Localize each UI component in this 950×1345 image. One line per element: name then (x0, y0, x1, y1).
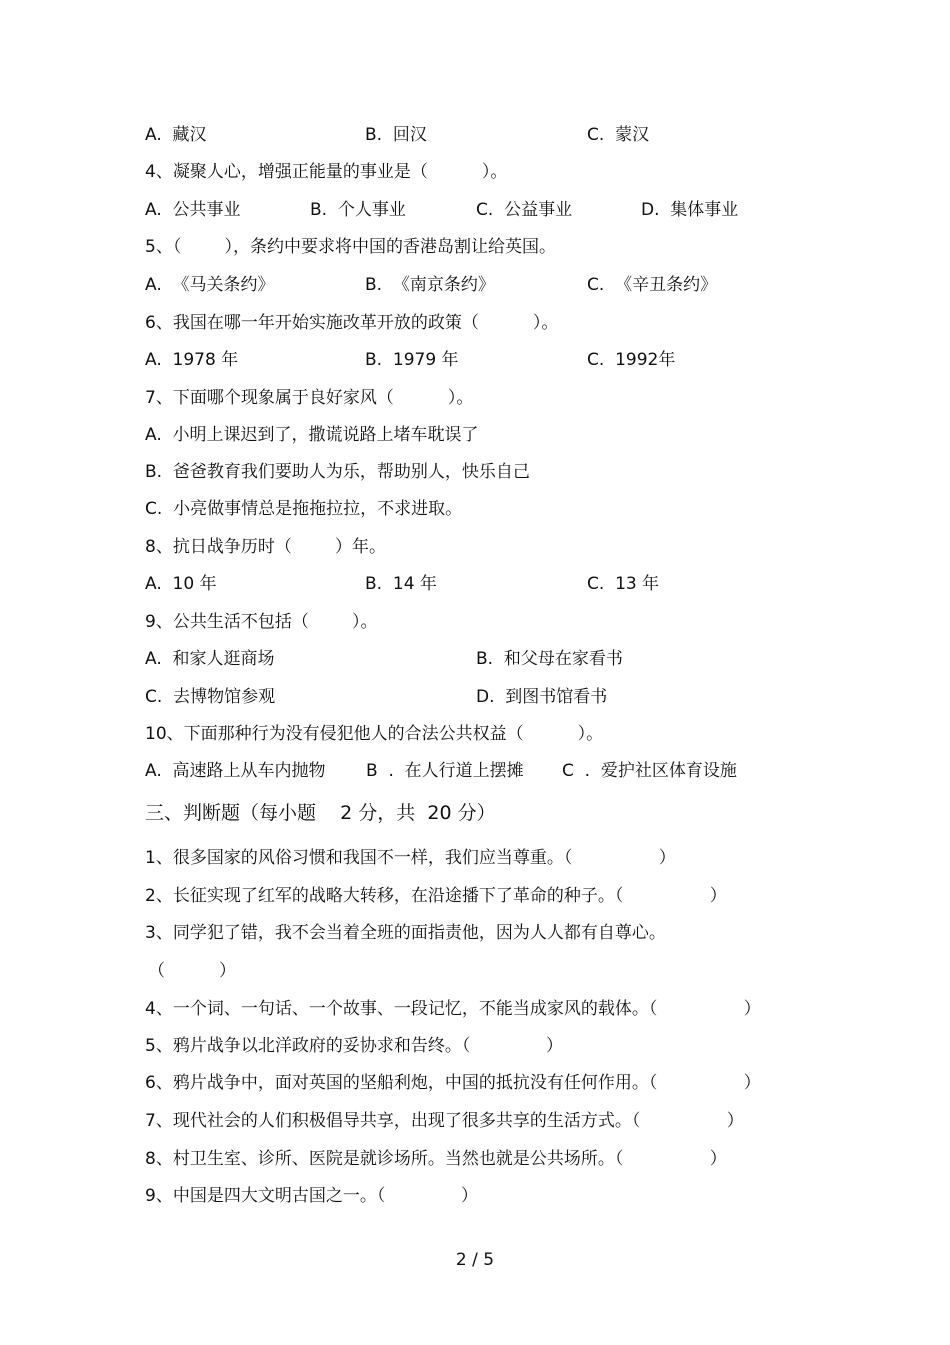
page-number: 2 / 5 (455, 1250, 495, 1270)
text-line: 5、鸦片战争以北洋政府的妥协求和告终。（ ） (145, 1036, 563, 1056)
text-line: A. 和家人逛商场 (145, 649, 275, 669)
text-line: 1、很多国家的风俗习惯和我国不一样，我们应当尊重。（ ） (145, 848, 676, 868)
text-line: （ ） (148, 961, 237, 981)
text-line: B . 在人行道上摆摊 (366, 761, 524, 781)
text-line: 9、公共生活不包括（ ）。 (145, 612, 378, 632)
text-line: A. 10 年 (145, 574, 217, 594)
text-line: C. 去博物馆参观 (145, 687, 276, 707)
text-line: A. 《马关条约》 (145, 275, 275, 295)
text-line: 3、同学犯了错，我不会当着全班的面指责他，因为人人都有自尊心。 (145, 923, 666, 943)
text-line: 7、现代社会的人们积极倡导共享，出现了很多共享的生活方式。（ ） (145, 1111, 744, 1131)
text-line: C. 小亮做事情总是拖拖拉拉，不求进取。 (145, 499, 463, 519)
text-line: 7、下面哪个现象属于良好家风（ ）。 (145, 388, 474, 408)
text-line: 10、下面那种行为没有侵犯他人的合法公共权益（ ）。 (145, 724, 604, 744)
text-line: A. 公共事业 (145, 200, 241, 220)
text-line: C. 1992年 (587, 350, 676, 370)
section-heading: 三、判断题（每小题 2 分，共 20 分） (145, 802, 496, 824)
text-line: 4、凝聚人心，增强正能量的事业是（ ）。 (145, 162, 508, 182)
text-line: C. 13 年 (587, 574, 660, 594)
text-line: 6、鸦片战争中，面对英国的坚船利炮，中国的抵抗没有任何作用。（ ） (145, 1073, 761, 1093)
text-line: B. 回汉 (365, 125, 427, 145)
text-line: A. 高速路上从车内抛物 (145, 761, 326, 781)
text-line: A. 1978 年 (145, 350, 239, 370)
text-line: A. 小明上课迟到了，撒谎说路上堵车耽误了 (145, 425, 479, 445)
text-line: C. 公益事业 (476, 200, 573, 220)
text-line: 2、长征实现了红军的战略大转移，在沿途播下了革命的种子。（ ） (145, 886, 727, 906)
text-line: B. 1979 年 (365, 350, 459, 370)
text-line: D. 到图书馆看书 (476, 687, 608, 707)
text-line: 8、村卫生室、诊所、医院是就诊场所。当然也就是公共场所。（ ） (145, 1149, 727, 1169)
text-line: 8、抗日战争历时（ ）年。 (145, 537, 387, 557)
text-line: B. 14 年 (365, 574, 437, 594)
text-line: 4、一个词、一句话、一个故事、一段记忆，不能当成家风的载体。（ ） (145, 999, 761, 1019)
text-line: A. 藏汉 (145, 125, 207, 145)
text-line: B. 个人事业 (310, 200, 406, 220)
text-line: D. 集体事业 (641, 200, 739, 220)
text-line: C. 蒙汉 (587, 125, 650, 145)
text-line: B. 《南京条约》 (365, 275, 495, 295)
text-line: C . 爱护社区体育设施 (562, 761, 737, 781)
text-line: B. 爸爸教育我们要助人为乐，帮助别人，快乐自己 (145, 462, 530, 482)
text-line: 5、（ ），条约中要求将中国的香港岛割让给英国。 (145, 237, 557, 257)
text-line: B. 和父母在家看书 (476, 649, 623, 669)
text-line: C. 《辛丑条约》 (587, 275, 718, 295)
text-line: 6、我国在哪一年开始实施改革开放的政策（ ）。 (145, 313, 559, 333)
text-line: 9、中国是四大文明古国之一。（ ） (145, 1186, 478, 1206)
